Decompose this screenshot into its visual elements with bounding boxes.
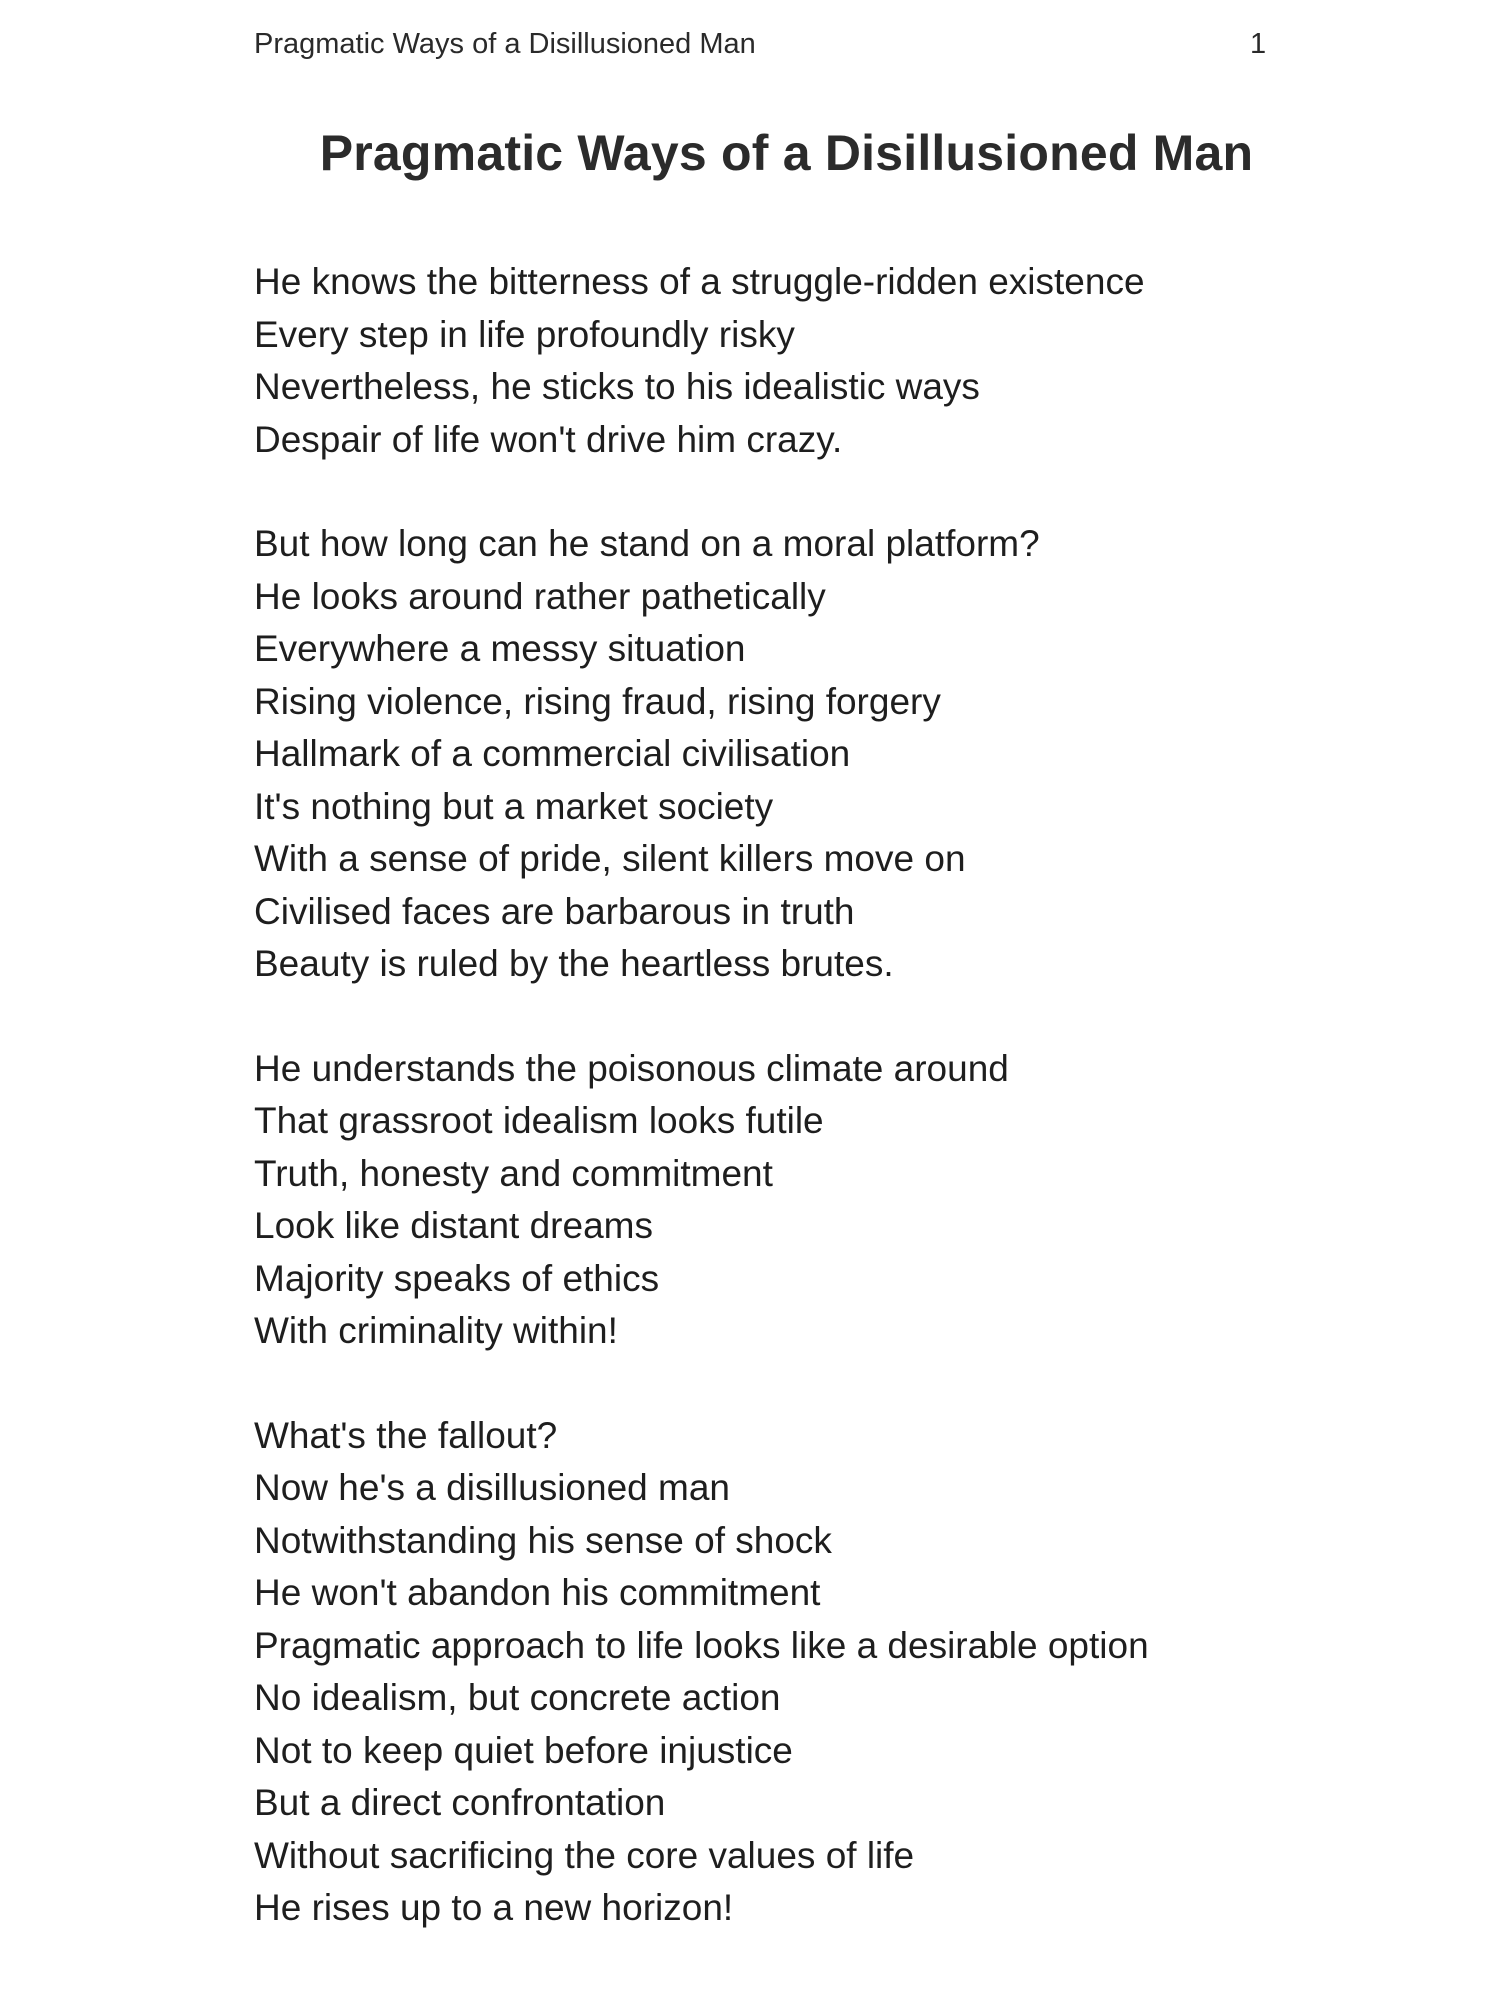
running-header: Pragmatic Ways of a Disillusioned Man <box>254 28 756 60</box>
poem-line: But how long can he stand on a moral platform? <box>254 523 1040 564</box>
poem-line: Without sacrificing the core values of life <box>254 1834 915 1876</box>
poem-line: Pragmatic approach to life looks like a desirable option <box>254 1624 1149 1666</box>
poem-title: Pragmatic Ways of a Disillusioned Man <box>319 125 1254 181</box>
poem-line: That grassroot idealism looks futile <box>254 1100 824 1141</box>
poem-line: Everywhere a messy situation <box>254 628 746 669</box>
poem-line: He understands the poisonous climate around <box>254 1047 1009 1089</box>
poem-line: Rising violence, rising fraud, rising forgery <box>254 680 941 722</box>
poem-line: What's the fallout? <box>254 1414 558 1456</box>
stanza-1 <box>254 256 1454 466</box>
poem-line: With a sense of pride, silent killers move on <box>254 838 966 879</box>
poem-line: Look like distant dreams <box>254 1205 653 1246</box>
stanza-2 <box>254 518 1454 991</box>
page-number: 1 <box>1250 28 1267 60</box>
poem-line: Majority speaks of ethics <box>254 1257 660 1299</box>
poem-line: Not to keep quiet before injustice <box>254 1729 793 1771</box>
poem-line: It's nothing but a market society <box>254 785 774 827</box>
poem-line: Nevertheless, he sticks to his idealistic ways <box>254 366 980 407</box>
poem-line: He knows the bitterness of a struggle-ridden existence <box>254 261 1145 302</box>
poem-line: Notwithstanding his sense of shock <box>254 1519 832 1561</box>
poem-line: Beauty is ruled by the heartless brutes. <box>254 943 894 984</box>
poem-line: He won't abandon his commitment <box>254 1572 821 1613</box>
poem-line: Civilised faces are barbarous in truth <box>254 890 855 932</box>
poem-line: No idealism, but concrete action <box>254 1677 781 1718</box>
poem-line: He looks around rather pathetically <box>254 575 826 617</box>
poem-line: Hallmark of a commercial civilisation <box>254 733 851 774</box>
poem-body <box>254 256 1454 1987</box>
poem-line: With criminality within! <box>254 1310 618 1351</box>
poem-line: Truth, honesty and commitment <box>254 1152 773 1194</box>
stanza-3 <box>254 1043 1454 1358</box>
poem-line: Every step in life profoundly risky <box>254 313 795 355</box>
poem-line: Despair of life won't drive him crazy. <box>254 418 843 460</box>
poem-line: But a direct confrontation <box>254 1782 666 1823</box>
poem-line: Now he's a disillusioned man <box>254 1467 730 1508</box>
stanza-4 <box>254 1410 1454 1935</box>
poem-line: He rises up to a new horizon! <box>254 1887 734 1928</box>
